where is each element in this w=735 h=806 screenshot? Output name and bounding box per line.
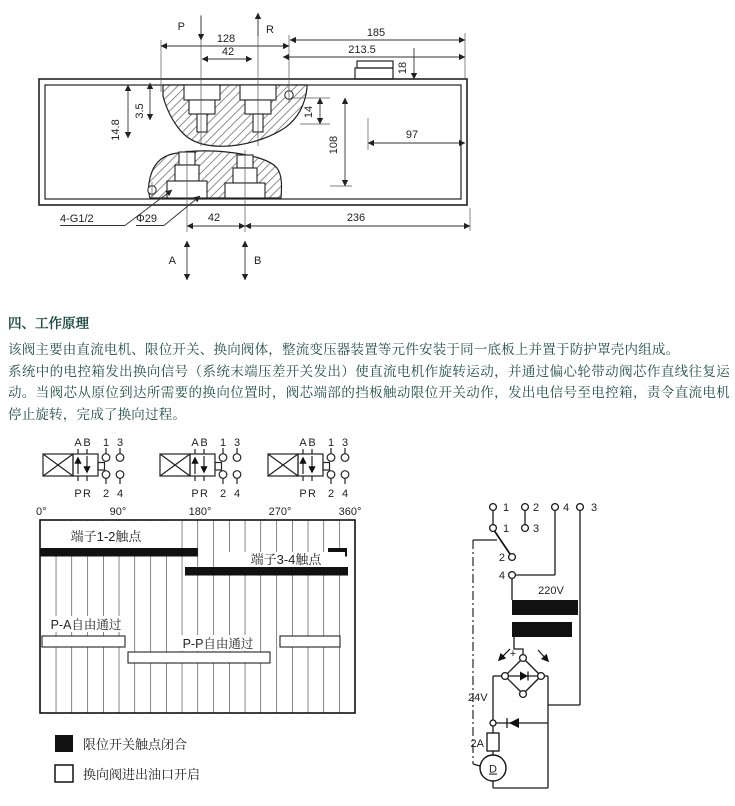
label-a: A: [168, 255, 176, 267]
valve1-term-1: 1: [102, 437, 110, 449]
principle-paragraph-2: 系统中的电控箱发出换向信号（系统末端压差开关发出）使直流电机作旋转运动，并通过偏心轮带动阀芯作直线往复运动。当阀芯从原位到达所需要的换向位置时，阀芯端部的挡板触动限位开关动作，发出电信号至电控箱，责令直流电机停止旋转，完成了换向过程。: [8, 363, 730, 422]
dim-185: 185: [366, 27, 386, 39]
label-p: P: [177, 21, 185, 33]
legend-filled-swatch: [55, 735, 73, 752]
bar-p-a-flow-wrap: [280, 636, 340, 647]
terminal-1b-label: 1: [503, 523, 510, 535]
terminal-3-label: 3: [591, 502, 598, 514]
lower-cartridge-section: [148, 151, 282, 198]
valve2-term-4: 4: [233, 488, 241, 500]
legend-outline-swatch: [55, 765, 73, 782]
valve3-port-b: B: [308, 437, 316, 449]
angle-270: 270°: [268, 506, 292, 518]
label-b: B: [254, 255, 262, 267]
dim-thread: 4-G1/2: [60, 213, 94, 225]
dim-42-top: 42: [221, 46, 235, 58]
transformer-secondary: [512, 622, 572, 637]
label-r: R: [266, 24, 274, 36]
terminal-3b-label: 3: [533, 523, 540, 535]
dim-236: 236: [346, 212, 366, 224]
fuse-rating-label: 2A: [470, 738, 484, 750]
circuit-wiring: [470, 510, 580, 766]
angle-scale: [36, 506, 361, 518]
valve1-port-a: A: [74, 437, 82, 449]
contact-4-label: 4: [498, 570, 505, 582]
valve-dimension-drawing: [0, 0, 500, 300]
dim-42-bottom: 42: [207, 212, 221, 224]
dim-diameter: Φ29: [136, 213, 158, 225]
angle-180: 180°: [188, 506, 212, 518]
bridge-diode: [520, 672, 528, 681]
valve1-port-r: R: [83, 488, 91, 500]
valve2-port-a: A: [191, 437, 199, 449]
dim-213-5: 213.5: [348, 44, 376, 56]
valve2-port-b: B: [200, 437, 208, 449]
terminal-4-label: 4: [563, 502, 570, 514]
valve1-port-b: B: [83, 437, 91, 449]
dim-18: 18: [397, 61, 409, 75]
valve2-term-2: 2: [219, 488, 227, 500]
valve1-term-4: 4: [116, 488, 124, 500]
valve3-term-1: 1: [327, 437, 335, 449]
dim-3-5: 3.5: [134, 103, 146, 119]
section-heading: 四、工作原理: [8, 316, 89, 331]
bar-p-p-flow: [128, 652, 270, 663]
secondary-voltage-label: 24V: [468, 692, 488, 704]
angle-90: 90°: [109, 506, 127, 518]
valve-symbol-270deg: [268, 437, 349, 500]
dim-108: 108: [328, 135, 340, 155]
terminal-2-label: 2: [533, 502, 540, 514]
valve2-port-p: P: [191, 488, 199, 500]
valve2-port-r: R: [200, 488, 208, 500]
dimension-annotations: [60, 13, 470, 280]
angle-360: 360°: [338, 506, 362, 518]
transformer-primary: [512, 600, 578, 615]
valve1-term-2: 2: [102, 488, 110, 500]
legend-closed-label: 限位开关触点闭合: [83, 737, 188, 752]
valve3-term-3: 3: [341, 437, 349, 449]
valve2-term-3: 3: [233, 437, 241, 449]
label-contacts-1-2: 端子1-2触点: [70, 529, 142, 544]
valve3-port-p: P: [299, 488, 307, 500]
label-p-a-flow: P-A自由通过: [50, 618, 122, 632]
label-contacts-3-4: 端子3-4触点: [250, 552, 322, 567]
upper-cartridge-section: [163, 85, 307, 146]
dim-14-8: 14.8: [110, 119, 122, 141]
angle-0: 0°: [36, 506, 47, 518]
bridge-rectifier: [468, 637, 548, 704]
bar-p-a-flow: [42, 636, 125, 647]
valve-symbol-0deg: [43, 437, 124, 500]
motor-label: D: [489, 763, 497, 776]
valve3-port-r: R: [308, 488, 316, 500]
control-circuit-diagram: [440, 495, 655, 805]
working-principle-section: [8, 312, 730, 425]
terminal-1-label: 1: [503, 502, 510, 514]
timing-chart: [40, 520, 355, 713]
valve1-term-3: 3: [116, 437, 124, 449]
dim-97: 97: [405, 129, 419, 141]
dim-14: 14: [303, 105, 315, 119]
primary-voltage-label: 220V: [538, 585, 564, 597]
valve3-port-a: A: [299, 437, 307, 449]
valve2-term-1: 1: [219, 437, 227, 449]
valve1-port-p: P: [74, 488, 82, 500]
valve-symbol-180deg: [160, 437, 241, 500]
valve3-term-2: 2: [327, 488, 335, 500]
contact-2-label: 2: [498, 552, 505, 564]
label-p-p-flow: P-P自由通过: [182, 637, 254, 651]
chart-legend: [55, 735, 200, 782]
principle-paragraph-1: 该阀主要由直流电机、限位开关、换向阀体，整流变压器装置等元件安装于同一底板上并置于防护罩壳内组成。: [8, 342, 680, 357]
dim-128: 128: [216, 33, 236, 45]
bar-contacts-1-2: [40, 548, 198, 557]
valve-timing-diagram: [28, 428, 378, 806]
fuse: [487, 733, 499, 751]
legend-open-label: 换向阀进出油口开启: [83, 767, 201, 782]
plus-mark: +: [509, 648, 517, 660]
bar-contacts-3-4: [185, 567, 348, 576]
valve3-term-4: 4: [341, 488, 349, 500]
flyback-diode: [509, 718, 519, 728]
limit-switch-terminals: [490, 502, 598, 582]
transformer: [512, 585, 578, 637]
